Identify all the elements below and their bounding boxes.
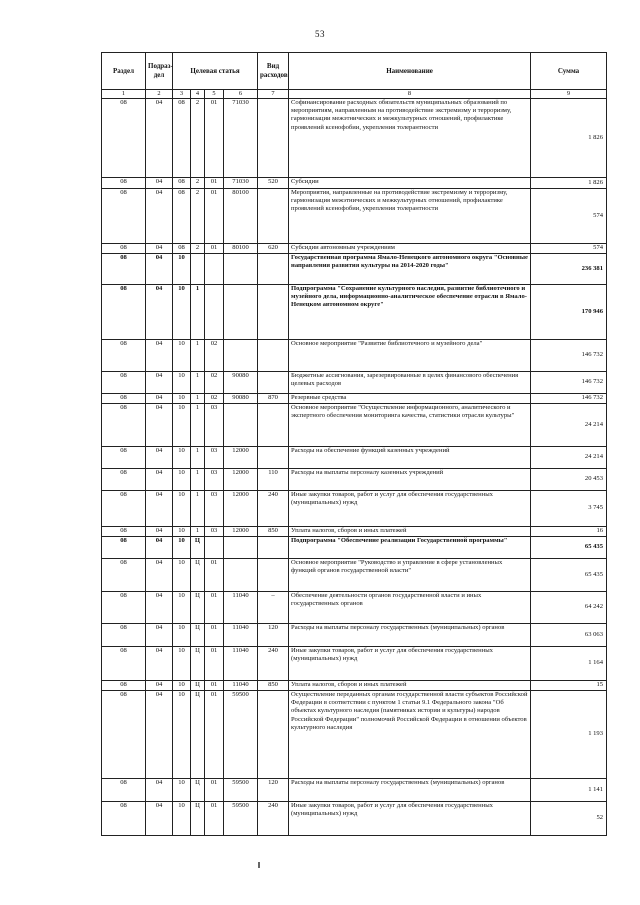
section-cell: 08 [102,285,146,340]
column-number: 1 [102,90,146,99]
subsection-cell: 04 [146,189,173,244]
sum-cell: 16 [531,527,607,537]
program-cell: 10 [173,254,191,285]
name-cell: Иные закупки товаров, работ и услуг для обеспечения государственных (муниципальных) нужд [289,802,531,836]
activity-cell: 01 [205,559,224,592]
column-number: 9 [531,90,607,99]
header-name: Наименование [289,53,531,90]
table-row [102,99,607,178]
section-cell: 08 [102,372,146,394]
subsection-cell: 04 [146,178,173,189]
sum-cell: 63 063 [531,624,607,647]
direction-cell: 12000 [224,447,258,469]
direction-cell: 12000 [224,527,258,537]
name-cell: Иные закупки товаров, работ и услуг для обеспечения государственных (муниципальных) нужд [289,491,531,527]
name-cell: Мероприятия, направленные на противодействие экстремизму и терроризму, гармонизация межэтнических и межкультурных отношений, профилактике проявлений ксенофобии, укрепления толерантности [289,189,531,244]
section-cell: 08 [102,244,146,254]
subprogram-cell: 1 [191,404,205,447]
section-cell: 08 [102,404,146,447]
subsection-cell: 04 [146,340,173,372]
column-number: 3 [173,90,191,99]
program-cell: 10 [173,647,191,681]
direction-cell: 11040 [224,624,258,647]
subsection-cell: 04 [146,624,173,647]
table-row [102,394,607,404]
page-number: 53 [315,29,325,39]
subsection-cell: 04 [146,491,173,527]
section-cell: 08 [102,559,146,592]
expense-type-cell: 110 [258,469,289,491]
name-cell: Государственная программа Ямало-Ненецкого автономного округа "Основные направления развития культуры на 2014-2020 годы" [289,254,531,285]
program-cell: 08 [173,99,191,178]
section-cell: 08 [102,527,146,537]
expense-type-cell [258,340,289,372]
subsection-cell: 04 [146,404,173,447]
section-cell: 08 [102,469,146,491]
subprogram-cell: 1 [191,340,205,372]
scan-mark [258,862,260,868]
activity-cell: 01 [205,802,224,836]
subprogram-cell: 2 [191,99,205,178]
subsection-cell: 04 [146,469,173,491]
subprogram-cell: 2 [191,244,205,254]
subsection-cell: 04 [146,447,173,469]
direction-cell: 12000 [224,491,258,527]
subsection-cell: 04 [146,691,173,779]
direction-cell: 11040 [224,592,258,624]
direction-cell: 71030 [224,99,258,178]
activity-cell [205,254,224,285]
subsection-cell: 04 [146,244,173,254]
activity-cell: 03 [205,469,224,491]
program-cell: 10 [173,394,191,404]
direction-cell: 11040 [224,647,258,681]
program-cell: 08 [173,178,191,189]
direction-cell [224,254,258,285]
program-cell: 10 [173,537,191,559]
column-number: 4 [191,90,205,99]
direction-cell [224,404,258,447]
direction-cell [224,559,258,592]
name-cell: Основное мероприятие "Осуществление информационного, аналитического и экспертного обеспечения мониторинга качества, статистики отрасли культуры" [289,404,531,447]
name-cell: Софинансирование расходных обязательств муниципальных образований по мероприятиям, направленным на противодействие экстремизму и терроризму, гармонизации межэтнических и межкультурных отношений, профилактике проявлений ксенофобии, укрепления толерантности [289,99,531,178]
subsection-cell: 04 [146,559,173,592]
table-row [102,624,607,647]
expense-type-cell [258,372,289,394]
expense-type-cell: 520 [258,178,289,189]
activity-cell: 02 [205,372,224,394]
section-cell: 08 [102,537,146,559]
expense-type-cell [258,404,289,447]
name-cell: Резервные средства [289,394,531,404]
activity-cell: 03 [205,527,224,537]
name-cell: Расходы на обеспечение функций казенных учреждений [289,447,531,469]
sum-cell: 574 [531,189,607,244]
expense-type-cell: 870 [258,394,289,404]
expense-type-cell [258,559,289,592]
subsection-cell: 04 [146,394,173,404]
expense-type-cell: 240 [258,802,289,836]
direction-cell: 59500 [224,691,258,779]
sum-cell: 574 [531,244,607,254]
direction-cell [224,285,258,340]
program-cell: 10 [173,491,191,527]
sum-cell: 3 745 [531,491,607,527]
table-row [102,527,607,537]
direction-cell: 80100 [224,244,258,254]
table-row [102,559,607,592]
sum-cell: 146 732 [531,340,607,372]
program-cell: 10 [173,527,191,537]
name-cell: Основное мероприятие "Развитие библиотечного и музейного дела" [289,340,531,372]
program-cell: 10 [173,469,191,491]
table-row [102,254,607,285]
direction-cell [224,537,258,559]
subprogram-cell: 1 [191,491,205,527]
section-cell: 08 [102,691,146,779]
subprogram-cell: 1 [191,372,205,394]
activity-cell: 01 [205,779,224,802]
direction-cell: 12000 [224,469,258,491]
expense-type-cell [258,691,289,779]
program-cell: 10 [173,691,191,779]
program-cell: 10 [173,681,191,691]
section-cell: 08 [102,802,146,836]
sum-cell: 1 826 [531,178,607,189]
sum-cell: 24 214 [531,404,607,447]
section-cell: 08 [102,779,146,802]
sum-cell: 146 732 [531,372,607,394]
column-number: 5 [205,90,224,99]
sum-cell: 20 453 [531,469,607,491]
header-sum: Сумма [531,53,607,90]
table-row [102,647,607,681]
program-cell: 08 [173,189,191,244]
header-target-article: Целевая статья [173,53,258,90]
subsection-cell: 04 [146,802,173,836]
name-cell: Расходы на выплаты персоналу государственных (муниципальных) органов [289,779,531,802]
table-row [102,681,607,691]
name-cell: Основное мероприятие "Руководство и управление в сфере установленных функций органов государственной власти" [289,559,531,592]
subsection-cell: 04 [146,779,173,802]
table-row [102,802,607,836]
program-cell: 10 [173,559,191,592]
name-cell: Бюджетные ассигнования, зарезервированные в целях финансового обеспечения целевых расходов [289,372,531,394]
section-cell: 08 [102,178,146,189]
sum-cell: 236 381 [531,254,607,285]
expense-type-cell: 850 [258,681,289,691]
subprogram-cell: Ц [191,647,205,681]
subsection-cell: 04 [146,99,173,178]
name-cell: Обеспечение деятельности органов государственной власти и иных государственных органов [289,592,531,624]
direction-cell: 80100 [224,189,258,244]
sum-cell: 1 164 [531,647,607,681]
sum-cell: 65 435 [531,559,607,592]
expense-type-cell: 120 [258,779,289,802]
activity-cell: 01 [205,99,224,178]
expense-type-cell: 120 [258,624,289,647]
sum-cell: 52 [531,802,607,836]
subprogram-cell: 1 [191,469,205,491]
name-cell: Расходы на выплаты персоналу государственных (муниципальных) органов [289,624,531,647]
name-cell: Осуществление переданных органам государственной власти субъектов Российской Федерации в соответствии с пунктом 1 статьи 9.1 Федерального закона "Об объектах культурного наследия (памятниках истории и культуры) народов Российской Федерации" полномочий Российской Федерации в отношении объектов культурного наследия [289,691,531,779]
subprogram-cell: 1 [191,527,205,537]
activity-cell: 01 [205,592,224,624]
name-cell: Подпрограмма "Обеспечение реализации Государственной программы" [289,537,531,559]
sum-cell: 1 193 [531,691,607,779]
name-cell: Уплата налогов, сборов и иных платежей [289,681,531,691]
subprogram-cell: 1 [191,394,205,404]
subprogram-cell: Ц [191,537,205,559]
subprogram-cell [191,254,205,285]
expense-type-cell [258,447,289,469]
table-row [102,691,607,779]
table-row [102,340,607,372]
column-number: 8 [289,90,531,99]
program-cell: 10 [173,779,191,802]
activity-cell: 02 [205,394,224,404]
table-row [102,178,607,189]
expense-type-cell: 850 [258,527,289,537]
section-cell: 08 [102,99,146,178]
budget-table [101,52,607,836]
subsection-cell: 04 [146,254,173,285]
activity-cell: 03 [205,404,224,447]
subprogram-cell: Ц [191,681,205,691]
subprogram-cell: Ц [191,559,205,592]
section-cell: 08 [102,624,146,647]
direction-cell: 71030 [224,178,258,189]
sum-cell: 170 946 [531,285,607,340]
activity-cell: 03 [205,491,224,527]
name-cell: Расходы на выплаты персоналу казенных учреждений [289,469,531,491]
direction-cell: 90080 [224,394,258,404]
activity-cell [205,285,224,340]
expense-type-cell: 240 [258,647,289,681]
column-number-row [102,90,607,99]
table-row [102,537,607,559]
program-cell: 10 [173,802,191,836]
table-row [102,244,607,254]
table-row [102,592,607,624]
name-cell: Подпрограмма "Сохранение культурного наследия, развитие библиотечного и музейного дела, информационно-аналитическое обеспечение отрасли в Ямало-Ненецком автономном округе" [289,285,531,340]
program-cell: 10 [173,404,191,447]
sum-cell: 146 732 [531,394,607,404]
expense-type-cell [258,254,289,285]
header-expense-type: Вид расходов [258,53,289,90]
activity-cell: 01 [205,647,224,681]
sum-cell: 65 435 [531,537,607,559]
direction-cell: 11040 [224,681,258,691]
table-row [102,447,607,469]
subprogram-cell: Ц [191,592,205,624]
column-number: 2 [146,90,173,99]
section-cell: 08 [102,254,146,285]
expense-type-cell [258,285,289,340]
expense-type-cell [258,189,289,244]
sum-cell: 15 [531,681,607,691]
sum-cell: 1 826 [531,99,607,178]
section-cell: 08 [102,189,146,244]
subsection-cell: 04 [146,372,173,394]
program-cell: 08 [173,244,191,254]
program-cell: 10 [173,624,191,647]
name-cell: Уплата налогов, сборов и иных платежей [289,527,531,537]
direction-cell [224,340,258,372]
program-cell: 10 [173,447,191,469]
name-cell: Иные закупки товаров, работ и услуг для обеспечения государственных (муниципальных) нужд [289,647,531,681]
sum-cell: 24 214 [531,447,607,469]
header-row [102,53,607,90]
activity-cell: 01 [205,681,224,691]
subsection-cell: 04 [146,681,173,691]
column-number: 6 [224,90,258,99]
program-cell: 10 [173,285,191,340]
subprogram-cell: 1 [191,285,205,340]
column-number: 7 [258,90,289,99]
direction-cell: 90080 [224,372,258,394]
expense-type-cell: – [258,592,289,624]
activity-cell [205,537,224,559]
subprogram-cell: 1 [191,447,205,469]
sum-cell: 1 141 [531,779,607,802]
direction-cell: 59500 [224,802,258,836]
program-cell: 10 [173,592,191,624]
program-cell: 10 [173,372,191,394]
header-section: Раздел [102,53,146,90]
program-cell: 10 [173,340,191,372]
sum-cell: 64 242 [531,592,607,624]
subsection-cell: 04 [146,537,173,559]
header-subsection: Подраз-дел [146,53,173,90]
subsection-cell: 04 [146,285,173,340]
table-body [102,90,607,836]
table-row [102,404,607,447]
activity-cell: 02 [205,340,224,372]
activity-cell: 03 [205,447,224,469]
activity-cell: 01 [205,244,224,254]
activity-cell: 01 [205,691,224,779]
section-cell: 08 [102,647,146,681]
activity-cell: 01 [205,178,224,189]
table-row [102,285,607,340]
name-cell: Субсидии автономным учреждениям [289,244,531,254]
activity-cell: 01 [205,189,224,244]
subsection-cell: 04 [146,527,173,537]
section-cell: 08 [102,592,146,624]
table-row [102,779,607,802]
expense-type-cell: 620 [258,244,289,254]
table-row [102,491,607,527]
expense-type-cell: 240 [258,491,289,527]
subsection-cell: 04 [146,647,173,681]
section-cell: 08 [102,447,146,469]
expense-type-cell [258,537,289,559]
table-row [102,189,607,244]
activity-cell: 01 [205,624,224,647]
section-cell: 08 [102,340,146,372]
expense-type-cell [258,99,289,178]
direction-cell: 59500 [224,779,258,802]
section-cell: 08 [102,394,146,404]
subprogram-cell: 2 [191,189,205,244]
table-row [102,372,607,394]
subprogram-cell: Ц [191,624,205,647]
subsection-cell: 04 [146,592,173,624]
section-cell: 08 [102,681,146,691]
section-cell: 08 [102,491,146,527]
subprogram-cell: Ц [191,779,205,802]
subprogram-cell: Ц [191,802,205,836]
subprogram-cell: Ц [191,691,205,779]
name-cell: Субсидии [289,178,531,189]
subprogram-cell: 2 [191,178,205,189]
table-row [102,469,607,491]
